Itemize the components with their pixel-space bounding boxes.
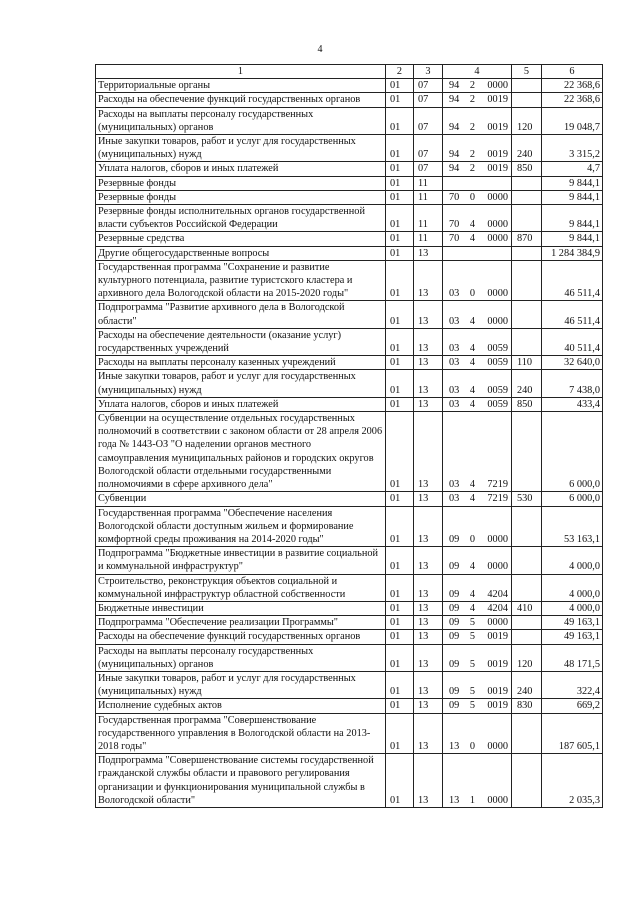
- header-cell: 5: [512, 65, 542, 79]
- row-name: Другие общегосударственные вопросы: [96, 246, 386, 260]
- code-part-k1: 09: [449, 588, 460, 600]
- header-row: [96, 65, 603, 79]
- page-number: 4: [317, 44, 323, 55]
- row-section: 01: [386, 176, 414, 190]
- row-name: Территориальные органы: [96, 79, 386, 93]
- code-part-k2: 2: [469, 80, 476, 92]
- code-part-k3: 7219: [487, 493, 508, 505]
- row-name: Государственная программа "Обеспечение населения Вологодской области доступным жильем и формирование комфортной среды проживания на 2014-2020 годы": [96, 506, 386, 547]
- code-part-k2: 4: [469, 493, 476, 505]
- code-part-k3: 0000: [487, 233, 508, 245]
- code-part-k2: 5: [469, 631, 476, 643]
- code-part-k2: 5: [469, 686, 476, 698]
- code-part-k2: 1: [469, 794, 476, 806]
- row-name: Расходы на обеспечение деятельности (оказание услуг) государственных учреждений: [96, 328, 386, 355]
- row-target-article: [443, 601, 512, 615]
- code-part-k1: 09: [449, 700, 460, 712]
- row-subsection: 13: [414, 301, 443, 328]
- row-amount: 6 000,0: [542, 412, 603, 492]
- row-expense-type: [512, 574, 542, 601]
- table-row: [96, 699, 603, 713]
- row-target-article: [443, 574, 512, 601]
- row-name: Подпрограмма "Совершенствование системы государственной гражданской службы области и правового регулирования организации и функционирования муниципальной службы в Вологодской области": [96, 754, 386, 808]
- row-expense-type: [512, 713, 542, 754]
- row-name: Резервные фонды исполнительных органов государственной власти субъектов Российской Федерации: [96, 205, 386, 232]
- row-subsection: 11: [414, 190, 443, 204]
- code-part-k2: 0: [469, 740, 476, 752]
- code-part-k2: 2: [469, 149, 476, 161]
- row-section: 01: [386, 547, 414, 574]
- row-section: 01: [386, 79, 414, 93]
- row-section: 01: [386, 699, 414, 713]
- row-target-article: [443, 616, 512, 630]
- row-name: Иные закупки товаров, работ и услуг для государственных (муниципальных) нужд: [96, 135, 386, 162]
- row-amount: 6 000,0: [542, 492, 603, 506]
- code-part-k3: 0000: [487, 533, 508, 545]
- code-part-k1: 13: [449, 794, 460, 806]
- row-section: 01: [386, 301, 414, 328]
- code-part-k3: 0059: [487, 384, 508, 396]
- table-row: [96, 328, 603, 355]
- row-expense-type: 830: [512, 699, 542, 713]
- row-amount: 32 640,0: [542, 356, 603, 370]
- code-part-k1: 09: [449, 631, 460, 643]
- row-name: Расходы на выплаты персоналу казенных учреждений: [96, 356, 386, 370]
- code-part-k2: 4: [469, 384, 476, 396]
- row-amount: 187 605,1: [542, 713, 603, 754]
- code-part-k2: 4: [469, 233, 476, 245]
- table-row: [96, 176, 603, 190]
- code-part-k1: 03: [449, 398, 460, 410]
- row-amount: 4 000,0: [542, 601, 603, 615]
- row-section: 01: [386, 356, 414, 370]
- code-part-k3: 0059: [487, 398, 508, 410]
- row-target-article: [443, 412, 512, 492]
- row-amount: 322,4: [542, 671, 603, 698]
- row-amount: 9 844,1: [542, 232, 603, 246]
- row-target-article: [443, 301, 512, 328]
- row-section: 01: [386, 630, 414, 644]
- table-row: [96, 601, 603, 615]
- table-row: [96, 93, 603, 107]
- row-name: Расходы на выплаты персоналу государственных (муниципальных) органов: [96, 107, 386, 134]
- table-row: [96, 79, 603, 93]
- row-subsection: 13: [414, 671, 443, 698]
- code-part-k1: 03: [449, 343, 460, 355]
- row-subsection: 13: [414, 547, 443, 574]
- row-section: 01: [386, 713, 414, 754]
- code-part-k3: 0000: [487, 219, 508, 231]
- row-amount: 9 844,1: [542, 190, 603, 204]
- row-target-article: [443, 630, 512, 644]
- code-part-k3: 0000: [487, 191, 508, 203]
- code-part-k2: 5: [469, 658, 476, 670]
- code-part-k1: 03: [449, 357, 460, 369]
- row-name: Субвенции на осуществление отдельных государственных полномочий в соответствии с законом области от 28 апреля 2006 года № 1443-ОЗ "О наделении органов местного самоуправления муниципальных районов и городских округов Вологодской области отдельными государственными полномочиями в сфере архивного дела": [96, 412, 386, 492]
- row-name: Резервные средства: [96, 232, 386, 246]
- row-expense-type: [512, 301, 542, 328]
- row-amount: 22 368,6: [542, 93, 603, 107]
- row-section: 01: [386, 190, 414, 204]
- table-row: [96, 671, 603, 698]
- row-target-article: [443, 397, 512, 411]
- row-amount: 53 163,1: [542, 506, 603, 547]
- row-amount: 46 511,4: [542, 260, 603, 301]
- table-row: [96, 644, 603, 671]
- row-target-article: [443, 699, 512, 713]
- code-part-k1: 03: [449, 493, 460, 505]
- row-expense-type: [512, 205, 542, 232]
- code-part-k2: 2: [469, 94, 476, 106]
- row-name: Государственная программа "Совершенствование государственного управления в Вологодской области на 2013-2018 годы": [96, 713, 386, 754]
- code-part-k3: 0019: [487, 163, 508, 175]
- code-part-k1: 09: [449, 658, 460, 670]
- code-part-k2: 4: [469, 343, 476, 355]
- row-amount: 49 163,1: [542, 616, 603, 630]
- row-section: 01: [386, 616, 414, 630]
- code-part-k2: 4: [469, 315, 476, 327]
- table-row: [96, 754, 603, 808]
- row-subsection: 13: [414, 713, 443, 754]
- code-part-k2: 5: [469, 700, 476, 712]
- row-name: Государственная программа "Сохранение и развитие культурного потенциала, развитие туристского кластера и архивного дела Вологодской области на 2015-2020 годы": [96, 260, 386, 301]
- row-target-article: [443, 644, 512, 671]
- row-target-article: [443, 506, 512, 547]
- code-part-k3: 4204: [487, 588, 508, 600]
- row-name: Уплата налогов, сборов и иных платежей: [96, 162, 386, 176]
- header-cell: 4: [443, 65, 512, 79]
- row-expense-type: [512, 328, 542, 355]
- code-part-k2: 0: [469, 533, 476, 545]
- code-part-k3: 0000: [487, 561, 508, 573]
- row-subsection: 13: [414, 260, 443, 301]
- row-subsection: 13: [414, 397, 443, 411]
- code-part-k3: 0019: [487, 658, 508, 670]
- row-name: Иные закупки товаров, работ и услуг для государственных (муниципальных) нужд: [96, 671, 386, 698]
- row-amount: 433,4: [542, 397, 603, 411]
- row-subsection: 13: [414, 574, 443, 601]
- row-section: 01: [386, 135, 414, 162]
- row-expense-type: [512, 630, 542, 644]
- row-expense-type: 530: [512, 492, 542, 506]
- row-expense-type: [512, 547, 542, 574]
- header-cell: 3: [414, 65, 443, 79]
- code-part-k1: 03: [449, 315, 460, 327]
- row-subsection: 13: [414, 630, 443, 644]
- row-expense-type: [512, 176, 542, 190]
- row-section: 01: [386, 754, 414, 808]
- row-section: 01: [386, 107, 414, 134]
- row-expense-type: [512, 506, 542, 547]
- row-name: Расходы на выплаты персоналу государственных (муниципальных) органов: [96, 644, 386, 671]
- code-part-k2: 0: [469, 288, 476, 300]
- code-part-k3: 0019: [487, 121, 508, 133]
- row-section: 01: [386, 246, 414, 260]
- row-amount: 669,2: [542, 699, 603, 713]
- table-row: [96, 574, 603, 601]
- row-section: 01: [386, 397, 414, 411]
- header-cell: 1: [96, 65, 386, 79]
- code-part-k3: 0019: [487, 149, 508, 161]
- budget-table: [95, 64, 603, 808]
- row-subsection: 13: [414, 246, 443, 260]
- table-row: [96, 370, 603, 397]
- table-row: [96, 547, 603, 574]
- row-expense-type: 410: [512, 601, 542, 615]
- row-section: 01: [386, 162, 414, 176]
- header-cell: 6: [542, 65, 603, 79]
- row-subsection: 13: [414, 699, 443, 713]
- row-subsection: 13: [414, 754, 443, 808]
- code-part-k3: 0000: [487, 617, 508, 629]
- row-section: 01: [386, 671, 414, 698]
- row-subsection: 13: [414, 356, 443, 370]
- code-part-k3: 0019: [487, 94, 508, 106]
- row-target-article: [443, 754, 512, 808]
- row-name: Субвенции: [96, 492, 386, 506]
- code-part-k1: 03: [449, 288, 460, 300]
- table-row: [96, 107, 603, 134]
- code-part-k1: 70: [449, 219, 460, 231]
- code-part-k3: 0000: [487, 740, 508, 752]
- row-target-article: [443, 205, 512, 232]
- table-row: [96, 713, 603, 754]
- row-expense-type: [512, 412, 542, 492]
- row-section: 01: [386, 574, 414, 601]
- row-amount: 1 284 384,9: [542, 246, 603, 260]
- code-part-k2: 4: [469, 588, 476, 600]
- row-section: 01: [386, 506, 414, 547]
- code-part-k1: 70: [449, 191, 460, 203]
- row-name: Расходы на обеспечение функций государственных органов: [96, 630, 386, 644]
- row-subsection: 11: [414, 205, 443, 232]
- row-target-article: [443, 328, 512, 355]
- row-section: 01: [386, 370, 414, 397]
- code-part-k3: 0000: [487, 315, 508, 327]
- row-subsection: 07: [414, 135, 443, 162]
- row-subsection: 07: [414, 93, 443, 107]
- row-target-article: [443, 260, 512, 301]
- row-amount: 9 844,1: [542, 176, 603, 190]
- row-target-article: [443, 713, 512, 754]
- row-name: Подпрограмма "Развитие архивного дела в Вологодской области": [96, 301, 386, 328]
- row-subsection: 11: [414, 176, 443, 190]
- header-cell: 2: [386, 65, 414, 79]
- code-part-k1: 94: [449, 94, 460, 106]
- code-part-k1: 09: [449, 617, 460, 629]
- code-part-k1: 13: [449, 740, 460, 752]
- row-target-article: [443, 135, 512, 162]
- row-target-article: [443, 671, 512, 698]
- row-amount: 40 511,4: [542, 328, 603, 355]
- row-amount: 9 844,1: [542, 205, 603, 232]
- row-expense-type: [512, 79, 542, 93]
- row-subsection: 13: [414, 492, 443, 506]
- row-target-article: [443, 370, 512, 397]
- row-expense-type: 240: [512, 135, 542, 162]
- code-part-k3: 0000: [487, 288, 508, 300]
- row-target-article: [443, 176, 512, 190]
- code-part-k2: 2: [469, 163, 476, 175]
- code-part-k3: 0000: [487, 794, 508, 806]
- code-part-k1: 03: [449, 384, 460, 396]
- code-part-k2: 5: [469, 617, 476, 629]
- row-target-article: [443, 79, 512, 93]
- row-amount: 19 048,7: [542, 107, 603, 134]
- row-amount: 22 368,6: [542, 79, 603, 93]
- code-part-k3: 0019: [487, 700, 508, 712]
- code-part-k3: 4204: [487, 602, 508, 614]
- row-expense-type: 120: [512, 644, 542, 671]
- row-expense-type: 850: [512, 397, 542, 411]
- row-amount: 3 315,2: [542, 135, 603, 162]
- row-subsection: 13: [414, 601, 443, 615]
- row-expense-type: [512, 260, 542, 301]
- code-part-k1: 03: [449, 479, 460, 491]
- row-name: Иные закупки товаров, работ и услуг для государственных (муниципальных) нужд: [96, 370, 386, 397]
- table-row: [96, 190, 603, 204]
- row-name: Исполнение судебных актов: [96, 699, 386, 713]
- row-expense-type: [512, 246, 542, 260]
- row-expense-type: [512, 754, 542, 808]
- table-row: [96, 492, 603, 506]
- row-name: Подпрограмма "Бюджетные инвестиции в развитие социальной и коммунальной инфраструктур": [96, 547, 386, 574]
- code-part-k2: 4: [469, 602, 476, 614]
- code-part-k2: 4: [469, 357, 476, 369]
- row-target-article: [443, 356, 512, 370]
- table-row: [96, 412, 603, 492]
- code-part-k1: 09: [449, 533, 460, 545]
- row-subsection: 13: [414, 412, 443, 492]
- row-target-article: [443, 190, 512, 204]
- row-expense-type: 240: [512, 370, 542, 397]
- row-section: 01: [386, 492, 414, 506]
- row-name: Уплата налогов, сборов и иных платежей: [96, 397, 386, 411]
- row-subsection: 13: [414, 328, 443, 355]
- row-expense-type: 110: [512, 356, 542, 370]
- row-subsection: 13: [414, 370, 443, 397]
- code-part-k3: 7219: [487, 479, 508, 491]
- row-amount: 4 000,0: [542, 574, 603, 601]
- code-part-k1: 94: [449, 149, 460, 161]
- row-target-article: [443, 547, 512, 574]
- row-expense-type: 850: [512, 162, 542, 176]
- row-amount: 49 163,1: [542, 630, 603, 644]
- table-row: [96, 162, 603, 176]
- row-expense-type: 240: [512, 671, 542, 698]
- table-row: [96, 397, 603, 411]
- table-row: [96, 630, 603, 644]
- code-part-k1: 94: [449, 121, 460, 133]
- row-subsection: 07: [414, 162, 443, 176]
- table-row: [96, 246, 603, 260]
- row-subsection: 07: [414, 107, 443, 134]
- row-name: Строительство, реконструкция объектов социальной и коммунальной инфраструктур областной собственности: [96, 574, 386, 601]
- row-section: 01: [386, 601, 414, 615]
- row-amount: 46 511,4: [542, 301, 603, 328]
- row-subsection: 13: [414, 644, 443, 671]
- row-target-article: [443, 93, 512, 107]
- table-row: [96, 356, 603, 370]
- row-name: Подпрограмма "Обеспечение реализации Программы": [96, 616, 386, 630]
- table-row: [96, 135, 603, 162]
- row-target-article: [443, 246, 512, 260]
- row-expense-type: 120: [512, 107, 542, 134]
- row-subsection: 13: [414, 616, 443, 630]
- code-part-k3: 0059: [487, 357, 508, 369]
- row-name: Бюджетные инвестиции: [96, 601, 386, 615]
- row-section: 01: [386, 412, 414, 492]
- table-row: [96, 205, 603, 232]
- table-row: [96, 232, 603, 246]
- code-part-k2: 4: [469, 398, 476, 410]
- row-section: 01: [386, 328, 414, 355]
- code-part-k2: 4: [469, 479, 476, 491]
- row-section: 01: [386, 260, 414, 301]
- row-section: 01: [386, 644, 414, 671]
- row-subsection: 13: [414, 506, 443, 547]
- table-row: [96, 301, 603, 328]
- row-amount: 4,7: [542, 162, 603, 176]
- row-target-article: [443, 162, 512, 176]
- row-subsection: 11: [414, 232, 443, 246]
- code-part-k2: 2: [469, 121, 476, 133]
- row-amount: 48 171,5: [542, 644, 603, 671]
- row-section: 01: [386, 232, 414, 246]
- code-part-k1: 70: [449, 233, 460, 245]
- row-target-article: [443, 107, 512, 134]
- code-part-k1: 09: [449, 561, 460, 573]
- row-target-article: [443, 232, 512, 246]
- row-section: 01: [386, 205, 414, 232]
- code-part-k3: 0059: [487, 343, 508, 355]
- table-row: [96, 506, 603, 547]
- table-row: [96, 616, 603, 630]
- code-part-k1: 94: [449, 80, 460, 92]
- row-name: Резервные фонды: [96, 190, 386, 204]
- code-part-k3: 0000: [487, 80, 508, 92]
- code-part-k2: 4: [469, 219, 476, 231]
- row-name: Расходы на обеспечение функций государственных органов: [96, 93, 386, 107]
- code-part-k2: 4: [469, 561, 476, 573]
- row-name: Резервные фонды: [96, 176, 386, 190]
- code-part-k1: 94: [449, 163, 460, 175]
- code-part-k2: 0: [469, 191, 476, 203]
- row-amount: 7 438,0: [542, 370, 603, 397]
- row-expense-type: 870: [512, 232, 542, 246]
- row-subsection: 07: [414, 79, 443, 93]
- code-part-k3: 0019: [487, 686, 508, 698]
- row-amount: 2 035,3: [542, 754, 603, 808]
- code-part-k1: 09: [449, 602, 460, 614]
- row-expense-type: [512, 93, 542, 107]
- code-part-k3: 0019: [487, 631, 508, 643]
- table-row: [96, 260, 603, 301]
- row-expense-type: [512, 616, 542, 630]
- row-amount: 4 000,0: [542, 547, 603, 574]
- row-section: 01: [386, 93, 414, 107]
- row-target-article: [443, 492, 512, 506]
- code-part-k1: 09: [449, 686, 460, 698]
- row-expense-type: [512, 190, 542, 204]
